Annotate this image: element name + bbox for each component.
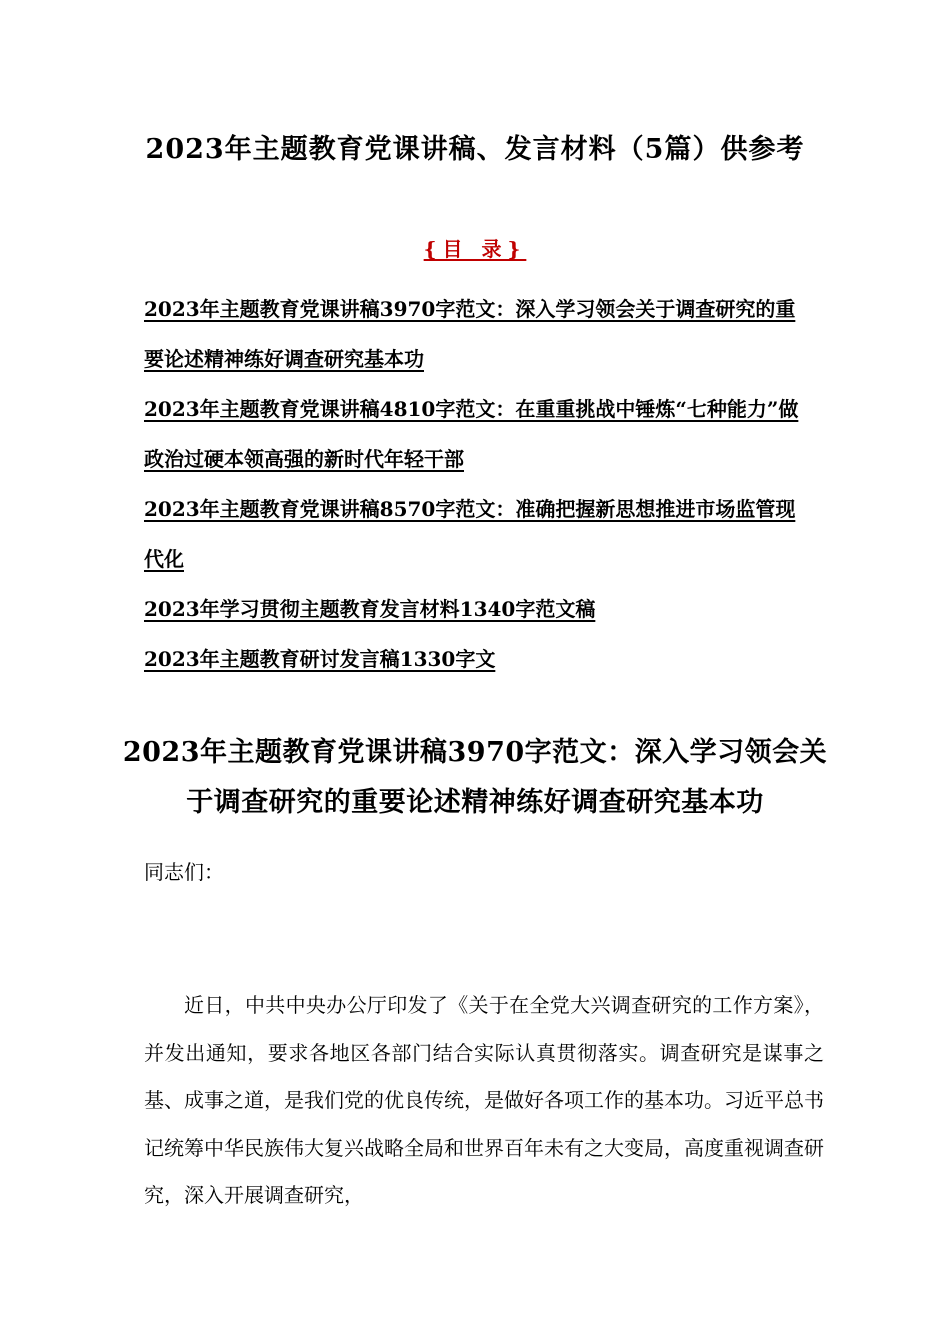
toc-heading-label: {目 录} bbox=[423, 237, 527, 261]
toc-link[interactable]: 2023年主题教育党课讲稿8570字范文：准确把握新思想推进市场监管现代化 bbox=[144, 497, 796, 571]
toc-link[interactable]: 2023年学习贯彻主题教育发言材料1340字范文稿 bbox=[144, 597, 596, 621]
toc-link[interactable]: 2023年主题教育党课讲稿3970字范文：深入学习领会关于调查研究的重要论述精神练好调查研究基本功 bbox=[144, 297, 796, 371]
body-paragraph: 近日，中共中央办公厅印发了《关于在全党大兴调查研究的工作方案》，并发出通知，要求各地区各部门结合实际认真贯彻落实。调查研究是谋事之基、成事之道，是我们党的优良传统，是做好各项工作的基本功。习近平总书记统筹中华民族伟大复兴战略全局和世界百年未有之大变局，高度重视调查研究，深入开展调查研究， bbox=[144, 993, 824, 1207]
toc-item[interactable] bbox=[144, 584, 814, 634]
toc-link[interactable]: 2023年主题教育研讨发言稿1330字文 bbox=[144, 647, 496, 671]
toc-link[interactable]: 2023年主题教育党课讲稿4810字范文：在重重挑战中锤炼“七种能力”做政治过硬本领高强的新时代年轻干部 bbox=[144, 397, 799, 471]
section-title: 2023年主题教育党课讲稿3970字范文：深入学习领会关于调查研究的重要论述精神练好调查研究基本功 bbox=[122, 737, 828, 818]
document-title: 2023年主题教育党课讲稿、发言材料（5篇）供参考 bbox=[145, 134, 805, 165]
toc-heading bbox=[0, 232, 950, 266]
toc-item[interactable] bbox=[144, 484, 814, 584]
toc-item[interactable] bbox=[144, 284, 814, 384]
salutation: 同志们： bbox=[144, 860, 224, 884]
toc-item[interactable] bbox=[144, 634, 814, 684]
toc-item[interactable] bbox=[144, 384, 814, 484]
table-of-contents bbox=[144, 284, 814, 684]
